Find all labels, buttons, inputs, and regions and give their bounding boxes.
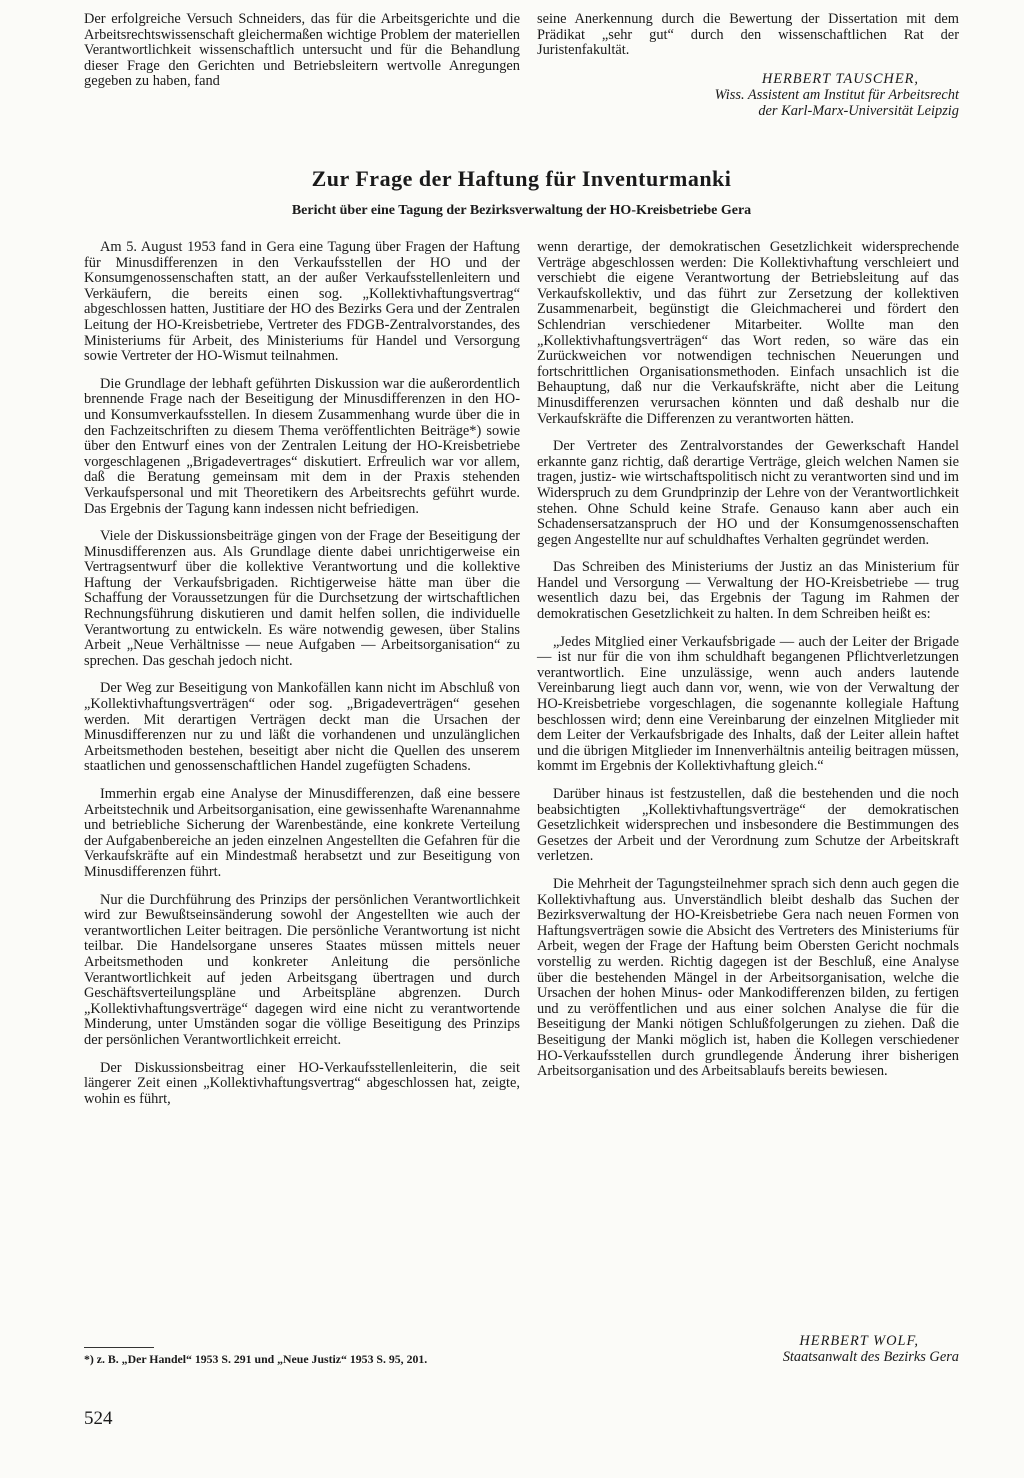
paragraph: Darüber hinaus ist festzustellen, daß die bestehenden und die noch beabsichtigten „Kollektivhaftungsverträge“ der demokratischen Gesetzlichkeit widersprechen und insbesondere die Bestimmungen des Gesetzes der Arbeit und der Verordnung zum Schutze der Arbeitskraft verletzen. <box>537 786 959 865</box>
paragraph: Nur die Durchführung des Prinzips der persönlichen Verantwortlichkeit wird zur Bewußtseinsänderung sowohl der Angestellten wie auch der verantwortlichen Leiter beitragen. Die persönliche Verantwortung ist nicht teilbar. Die Handelsorgane unseres Staates müssen mittels neuer Arbeitsmethoden und konkreter Anleitung die persönliche Verantwortlichkeit auf jeden Arbeitsgang übertragen und durch Geschäftsverteilungspläne und Arbeitspläne abgrenzen. Durch „Kollektivhaftungsverträge“ dagegen wird eine nicht zu verantwortende Minderung, unter Umständen sogar die völlige Beseitigung des Prinzips der persönlichen Verantwortlichkeit erreicht. <box>84 891 520 1048</box>
top-author-role-2: der Karl-Marx-Universität Leipzig <box>758 102 959 119</box>
paragraph: Die Grundlage der lebhaft geführten Diskussion war die außerordentlich brennende Frage nach der Beseitigung der Minusdifferenzen in den HO- und Konsumverkaufsstellen. In diesem Zusammenhang wurde über die in den Fachzeitschriften zu diesem Thema veröffentlichten Beiträge*) sowie über den Entwurf eines von der Zentralen Leitung der HO-Kreisbetriebe vorgeschlagenen „Brigadevertrages“ diskutiert. Erfreulich war vor allem, daß die Beratung gemeinsam mit dem in der Praxis stehenden Verkaufspersonal und mit Theoretikern des Arbeitsrechts geführt wurde. Das Ergebnis der Tagung kann indessen nicht befriedigen. <box>84 375 520 517</box>
continued-paragraph-end: seine Anerkennung durch die Bewertung der Dissertation mit dem Prädikat „sehr gut“ durch den wissenschaftlichen Rat der Juristenfakultät. <box>537 11 959 59</box>
paragraph: Der Weg zur Beseitigung von Mankofällen kann nicht im Abschluß von „Kollektivhaftungsverträgen“ oder sog. „Brigadeverträgen“ gesehen werden. Mit derartigen Verträgen deckt man die Ursachen der Minusdifferenzen nur zu und läßt die vorhandenen und unzulänglichen Arbeitsmethoden bestehen, beseitigt aber nicht die Quellen des unserem staatlichen und genossenschaftlichen Handel zugefügten Schadens. <box>84 680 520 775</box>
top-author-name: HERBERT TAUSCHER, <box>761 70 919 87</box>
block-quote: „Jedes Mitglied einer Verkaufsbrigade — auch der Leiter der Brigade — ist nur für die von ihm schuldhaft begangenen Pflichtverletzungen verantwortlich. Eine unzulässige, wenn auch anders lautende Vereinbarung liegt auch dann vor, wenn, wie von der Verwaltung der HO-Kreisbetriebe vorgeschlagen, die sogenannte kollegiale Haftung beschlossen wird; denn eine Vereinbarung der einzelnen Mitglieder mit dem Leiter der Verkaufsbrigade des Inhalts, daß der Leiter allein haftet und die übrigen Mitglieder im Innenverhältnis anteilig beitragen müssen, kommt im Ergebnis der Kollektivhaftung gleich.“ <box>537 633 959 775</box>
paragraph: Der Vertreter des Zentralvorstandes der Gewerkschaft Handel erkannte ganz richtig, daß derartige Verträge, gleich welchen Namen sie tragen, justiz- wie wirtschaftspolitisch nicht zu verantworten sind und im Widerspruch zu dem Grundprinzip der Lehre von der Verantwortlichkeit stehen. Ohne Schuld keine Strafe. Genauso kann aber auch ein Schadensersatzanspruch der HO und der Konsumgenossenschaften gegen Angestellte nur auf schuldhaftes Verhalten gegründet werden. <box>537 438 959 548</box>
continued-paragraph: Der erfolgreiche Versuch Schneiders, das für die Arbeitsgerichte und die Arbeitsrechtswissenschaft gleichermaßen wichtige Problem der materiellen Verantwortlichkeit wissenschaftlich untersucht und für die Behandlung dieser Frage den Gerichten und Betriebsleitern wertvolle Anregungen gegeben zu haben, fand <box>84 11 520 90</box>
footnote: *) z. B. „Der Handel“ 1953 S. 291 und „Neue Justiz“ 1953 S. 95, 201. <box>84 1352 428 1366</box>
article-column-left <box>84 240 520 1119</box>
page-number: 524 <box>84 1408 113 1429</box>
article-author-role: Staatsanwalt des Bezirks Gera <box>782 1349 959 1365</box>
paragraph: Am 5. August 1953 fand in Gera eine Tagung über Fragen der Haftung für Minusdifferenzen in den Verkaufsstellen der HO und der Konsumgenossenschaften statt, an der außer Verkaufsstellenleitern und Verkäufern, die bereits einen sog. „Kollektivhaftungsvertrag“ abgeschlossen hatten, Justitiare der HO des Bezirks Gera und der Zentralen Leitung der HO-Kreisbetriebe, Vertreter des FDGB-Zentralvorstandes, des Ministeriums für Arbeit, des Ministeriums für Handel und Versorgung sowie Vertreter der HO-Wismut teilnahmen. <box>84 239 520 365</box>
top-author-role-1: Wiss. Assistent am Institut für Arbeitsrecht <box>714 86 959 103</box>
paragraph: Der Diskussionsbeitrag einer HO-Verkaufsstellenleiterin, die seit längerer Zeit einen „Kollektivhaftungsvertrag“ abgeschlossen hat, zeigte, wohin es führt, <box>84 1059 520 1107</box>
paragraph: Immerhin ergab eine Analyse der Minusdifferenzen, daß eine bessere Arbeitstechnik und Arbeitsorganisation, eine gewissenhafte Warenannahme und betriebliche Sicherung der Warenbestände, eine konkrete Verteilung der Aufgabenbereiche an jeden einzelnen Angestellten die Gefahren für die Verkaufskräfte auf ein Mindestmaß herabsetzt und zur Beseitigung von Minusdifferenzen führt. <box>84 786 520 880</box>
paragraph: Das Schreiben des Ministeriums der Justiz an das Ministerium für Handel und Versorgung — Verwaltung der HO-Kreisbetriebe — trug wesentlich dazu bei, das Ergebnis der Tagung im Rahmen der demokratischen Gesetzlichkeit zu halten. In dem Schreiben heißt es: <box>537 559 959 623</box>
paragraph: Die Mehrheit der Tagungsteilnehmer sprach sich denn auch gegen die Kollektivhaftung aus. Unverständlich bleibt deshalb das Suchen der Bezirksverwaltung der HO-Kreisbetriebe Gera nach neuen Formen von Haftungsverträgen sowie die Absicht des Vertreters des Ministeriums für Arbeit, wegen der Frage der Haftung beim Obersten Gericht nochmals vorstellig zu werden. Richtig dagegen ist der Beschluß, eine Analyse über die bestehenden Mängel in der Arbeitsorganisation, welche die Ursachen der hohen Minus- oder Mankodifferenzen bilden, zu fertigen und zu veröffentlichen und aus einer solchen Analyse die für die Beseitigung der Manki nötigen Schlußfolgerungen zu ziehen. Daß die Beseitigung der Manki möglich ist, haben die Kollegen verschiedener HO-Verkaufsstellen durch grundlegende Änderung ihrer bisherigen Arbeitsorganisation und des Arbeitsablaufs bereits bewiesen. <box>537 875 959 1080</box>
continued-text-right <box>537 12 959 119</box>
top-signature <box>537 71 959 119</box>
continued-text-left <box>84 12 520 102</box>
footnote-divider <box>84 1347 154 1348</box>
paragraph: wenn derartige, der demokratischen Gesetzlichkeit widersprechende Verträge abgeschlossen werden: Die Kollektivhaftung verschleiert und verschiebt die eigene Verantwortung der Betriebsleitung auf das Verkaufskollektiv, und das führt zur Zersetzung der kollektiven Zusammenarbeit, begünstigt die Gleichmacherei und fördert den Schlendrian verschiedener Mitarbeiter. Wollte man den „Kollektivhaftungsverträgen“ das Wort reden, so wäre das ein Zurückweichen vor notwendigen technischen Neuerungen und fortschrittlichen Organisationsmethoden. Einfach unsachlich ist die Behauptung, daß nur die Verkaufskräfte, nicht aber die Leitung Minusdifferenzen verursachen könnten und daß deshalb nur die Verkaufskräfte die Differenzen zu verantworten hätten. <box>537 239 959 427</box>
article-column-right <box>537 240 959 1092</box>
paragraph: Viele der Diskussionsbeiträge gingen von der Frage der Beseitigung der Minusdifferenzen aus. Als Grundlage diente dabei unrichtigerweise ein Vertragsentwurf über die kollektive Verantwortung und die kollektive Haftung der Verkaufsbrigaden. Richtigerweise hätte man über die Schaffung der Voraussetzungen für die Durchsetzung der wirtschaftlichen Rechnungsführung diskutieren und damit helfen sollen, die individuelle Verantwortung zu entwickeln. Es wäre notwendig gewesen, über Stalins Arbeit „Neue Verhältnisse — neue Aufgaben — Arbeitsorganisation“ zu sprechen. Das geschah jedoch nicht. <box>84 528 520 669</box>
article-title: Zur Frage der Haftung für Inventurmanki <box>311 166 732 191</box>
article-subtitle: Bericht über eine Tagung der Bezirksverwaltung der HO-Kreisbetriebe Gera <box>291 203 752 218</box>
article-author-name: HERBERT WOLF, <box>799 1333 919 1349</box>
article-signature <box>537 1333 959 1365</box>
